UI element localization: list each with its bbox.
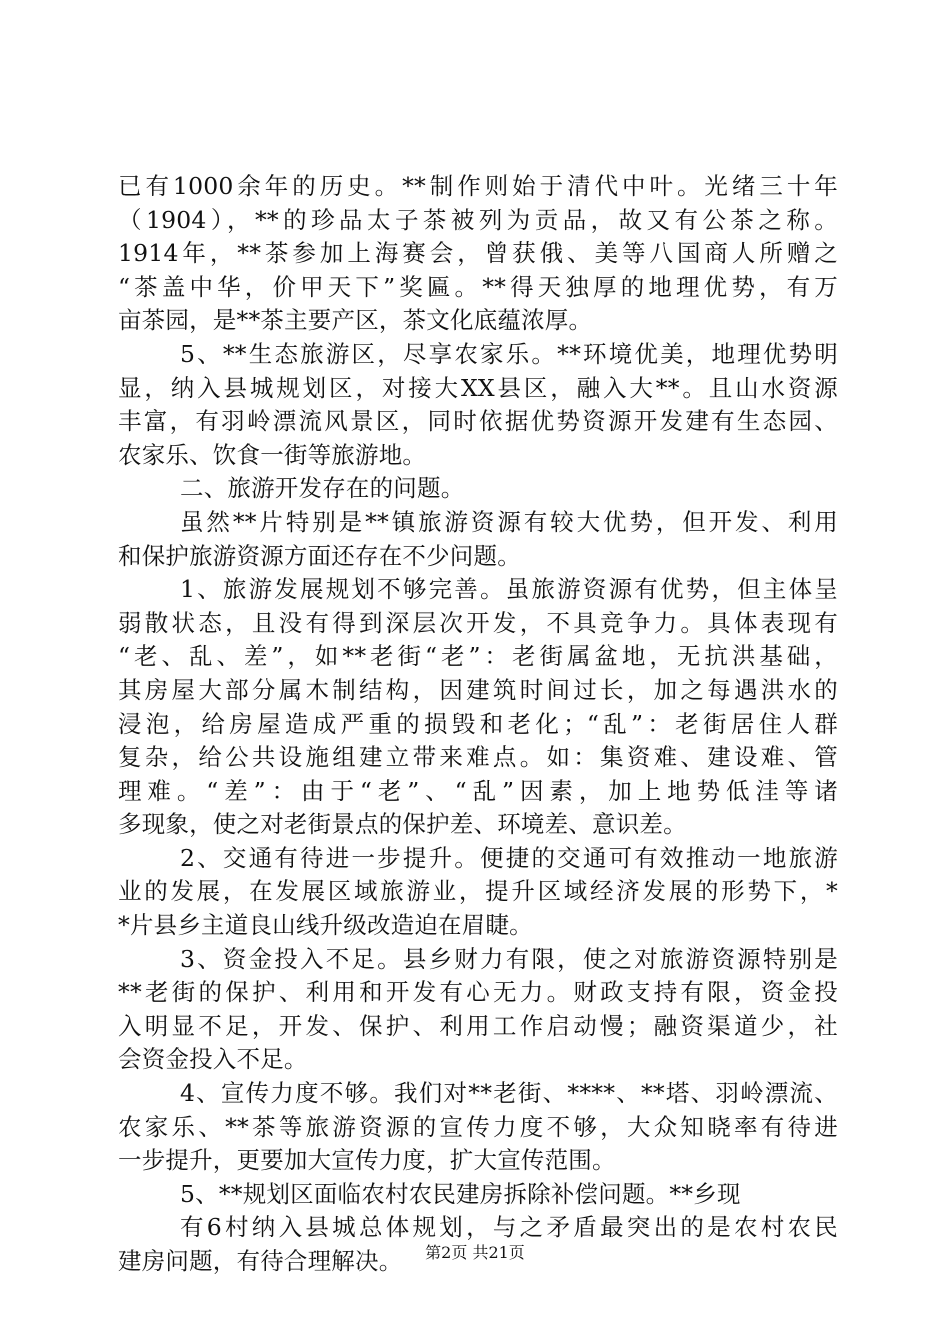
- page-footer: 第2页 共21页: [425, 1243, 525, 1262]
- text-line: 建房问题，有待合理解决。: [118, 1247, 403, 1275]
- text-line: 农家乐、**茶等旅游资源的宣传力度不够，大众知晓率有待进: [118, 1112, 838, 1141]
- text-line: 和保护旅游资源方面还存在不少问题。: [118, 541, 521, 570]
- text-line: 虽然**片特别是**镇旅游资源有较大优势，但开发、利用: [180, 507, 838, 536]
- text-line: “老、乱、差”，如**老街“老”：老街属盆地，无抗洪基础，: [118, 642, 838, 671]
- document-body: [118, 170, 838, 1279]
- text-line: 丰富，有羽岭漂流风景区，同时依据优势资源开发建有生态园、: [118, 407, 838, 436]
- text-line: 5、**生态旅游区，尽享农家乐。**环境优美，地理优势明: [180, 339, 838, 368]
- text-line: 2、交通有待进一步提升。便捷的交通可有效推动一地旅游: [180, 843, 838, 872]
- text-line: **老街的保护、利用和开发有心无力。财政支持有限，资金投: [118, 978, 838, 1007]
- text-line: 一步提升，更要加大宣传力度，扩大宣传范围。: [118, 1146, 616, 1175]
- text-line: 多现象，使之对老街景点的保护差、环境差、意识差。: [118, 810, 687, 839]
- text-line: 5、**规划区面临农村农民建房拆除补偿问题。**乡现: [180, 1179, 741, 1208]
- text-line: 1、旅游发展规划不够完善。虽旅游资源有优势，但主体呈: [180, 575, 838, 604]
- text-line: “茶盖中华，价甲天下”奖匾。**得天独厚的地理优势，有万: [118, 272, 838, 301]
- text-line: 会资金投入不足。: [118, 1045, 308, 1074]
- text-line: 弱散状态，且没有得到深层次开发，不具竞争力。具体表现有: [118, 608, 838, 637]
- text-line: 农家乐、饮食一街等旅游地。: [118, 440, 427, 469]
- text-line: 理难。“差”：由于“老”、“乱”因素，加上地势低洼等诸: [118, 776, 838, 805]
- text-line: *片县乡主道良山线升级改造迫在眉睫。: [118, 911, 533, 940]
- text-line: 业的发展，在发展区域旅游业，提升区域经济发展的形势下，*: [118, 877, 838, 906]
- text-line: （1904），**的珍品太子茶被列为贡品，故又有公茶之称。: [118, 205, 838, 234]
- text-line: 有6村纳入县城总体规划，与之矛盾最突出的是农村农民: [180, 1213, 838, 1242]
- text-line: 亩茶园，是**茶主要产区，茶文化底蕴浓厚。: [118, 306, 593, 335]
- text-line: 其房屋大部分属木制结构，因建筑时间过长，加之每遇洪水的: [118, 675, 838, 704]
- text-line: 浸泡，给房屋造成严重的损毁和老化；“乱”：老街居住人群: [118, 709, 838, 738]
- text-line: 复杂，给公共设施组建立带来难点。如：集资难、建设难、管: [118, 743, 838, 772]
- text-line: 3、资金投入不足。县乡财力有限，使之对旅游资源特别是: [180, 944, 838, 973]
- text-line: 4、宣传力度不够。我们对**老街、****、**塔、羽岭漂流、: [180, 1079, 838, 1108]
- text-line: 1914年，**茶参加上海赛会，曾获俄、美等八国商人所赠之: [118, 239, 838, 268]
- text-line: 二、旅游开发存在的问题。: [180, 474, 465, 503]
- text-line: 显，纳入县城规划区，对接大XX县区，融入大**。且山水资源: [118, 373, 838, 402]
- text-line: 入明显不足，开发、保护、利用工作启动慢；融资渠道少，社: [118, 1011, 838, 1040]
- text-line: 已有1000余年的历史。**制作则始于清代中叶。光绪三十年: [118, 172, 838, 200]
